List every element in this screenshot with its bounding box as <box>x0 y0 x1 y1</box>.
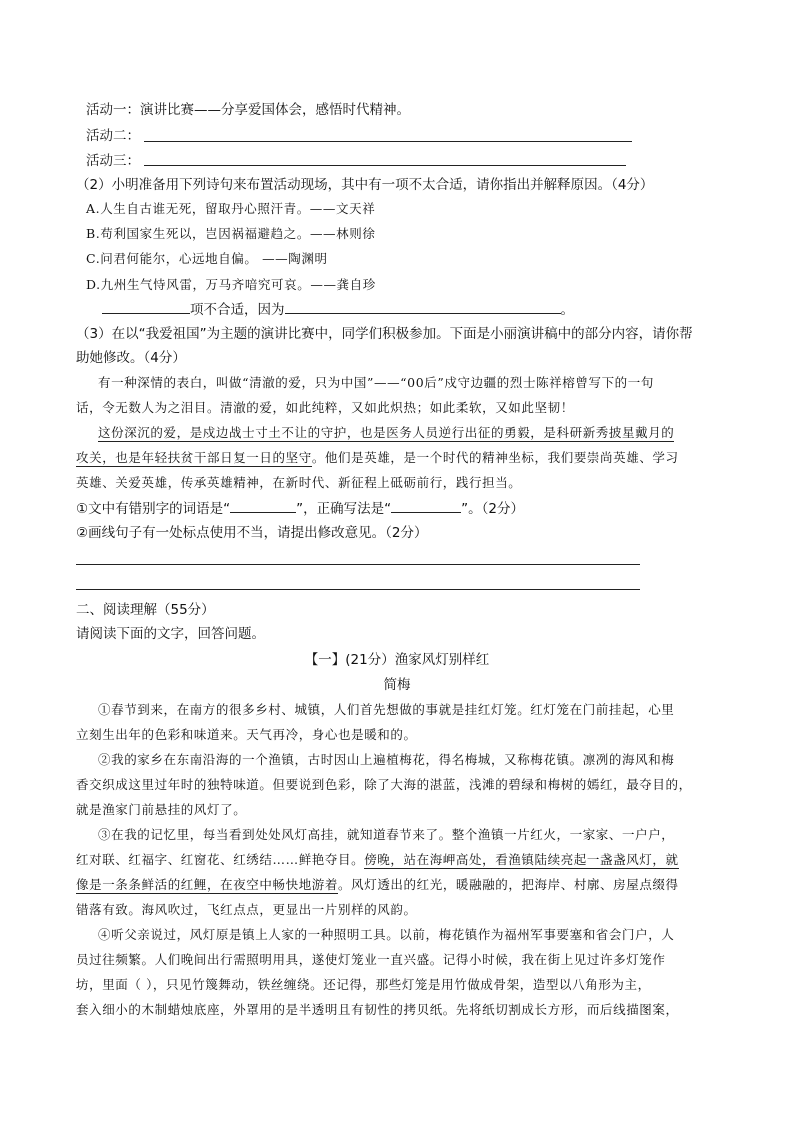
q2-option-c: C.问君何能尔，心远地自偏。 ——陶渊明 <box>86 251 328 266</box>
activity-1: 活动一：演讲比赛——分享爱国体会，感悟时代精神。 <box>86 102 410 118</box>
q3-passage-p2-line-3: 英雄、关爱英雄，传承英雄精神，在新时代、新征程上砥砺前行，践行担当。 <box>76 475 522 490</box>
article-p1-line-2: 立刻生出年的色彩和味道来。天气再冷，身心也是暖和的。 <box>76 727 417 742</box>
reading-instruction: 请阅读下面的文字，回答问题。 <box>76 626 265 642</box>
article-p1-line-1: ①春节到来，在南方的很多乡村、城镇，人们首先想做的事就是挂红灯笼。红灯笼在门前挂起，心里 <box>98 702 675 717</box>
q2-answer-blank-reason[interactable] <box>285 299 561 314</box>
q3-passage-p1-line-1: 有一种深情的表白，叫做“清澈的爱，只为中国”——“00后”戍守边疆的烈士陈祥榕曾写下的一句 <box>98 375 654 390</box>
article-p4-line-4: 套入细小的木制蜡烛底座，外罩用的是半透明且有韧性的拷贝纸。先将纸切割成长方形，而后线描图案， <box>76 1002 679 1017</box>
q3-sub2: ②画线句子有一处标点使用不当，请提出修改意见。（2分） <box>76 525 428 541</box>
q3-sub1-suffix: ”。（2分） <box>461 501 524 517</box>
article-p3-line-3-rest: 。风灯透出的红光，暖融融的，把海岸、村廓、房屋点缀得 <box>338 877 679 892</box>
q2-answer-mid: 项不合适，因为 <box>190 302 285 318</box>
q3-sub2-answer-line-1[interactable] <box>76 564 640 565</box>
article-p3-line-4: 错落有致。海风吹过，飞红点点，更显出一片别样的风韵。 <box>76 902 417 917</box>
q3-prompt-line-1: （3）在以“我爱祖国”为主题的演讲比赛中，同学们积极参加。下面是小丽演讲稿中的部分内容，请你帮 <box>76 326 693 342</box>
activity-3-label: 活动三： <box>86 153 140 169</box>
activity-3-answer-line[interactable] <box>144 165 626 166</box>
article-p2-line-1: ②我的家乡在东南沿海的一个渔镇，古时因山上遍植梅花，得名梅城，又称梅花镇。凛冽的海风和梅 <box>98 752 675 767</box>
q3-passage-p2-line-2 <box>76 448 679 468</box>
section-heading: 二、阅读理解（55分） <box>76 602 215 618</box>
article-underlined-sentence-part-2: 像是一条条鲜活的红鲤，在夜空中畅快地游着 <box>76 877 339 892</box>
article-p3-line-2-start: 红对联、红福字、红窗花、红绣结……鲜艳夺目。 <box>76 852 365 867</box>
q2-prompt: （2）小明准备用下列诗句来布置活动现场，其中有一项不太合适，请你指出并解释原因。（4分） <box>76 177 654 193</box>
article-author: 简梅 <box>383 677 411 693</box>
q3-prompt-line-2: 助她修改。（4分） <box>76 350 186 366</box>
article-title: 【一】(21分）渔家风灯别样红 <box>304 652 490 668</box>
q3-passage-p2-line-1 <box>98 423 674 443</box>
q3-passage-p2-line-2-rest: 。他们是英雄，是一个时代的精神坐标，我们要崇尚英雄、学习 <box>311 450 679 465</box>
q3-underlined-sentence-part-1: 这份深沉的爱，是戍边战士寸土不让的守护，也是医务人员逆行出征的勇毅，是科研新秀披星戴月的 <box>98 425 675 440</box>
q2-answer-end: 。 <box>560 302 574 318</box>
article-p2-line-3: 就是渔家门前悬挂的风灯了。 <box>76 802 247 817</box>
q3-sub2-answer-line-2[interactable] <box>76 589 640 590</box>
article-p4-line-2: 员过往频繁。人们晚间出行需照明用具，遂使灯笼业一直兴盛。记得小时候，我在街上见过许多灯笼作 <box>76 952 666 967</box>
q2-option-d: D.九州生气恃风雷，万马齐喑究可哀。——龚自珍 <box>86 277 376 292</box>
q2-option-a: A.人生自古谁无死，留取丹心照汗青。——文天祥 <box>86 201 376 216</box>
q2-option-b: B.苟利国家生死以，岂因祸福避趋之。——林则徐 <box>86 226 376 241</box>
article-p4-line-1: ④听父亲说过，风灯原是镇上人家的一种照明工具。以前，梅花镇作为福州军事要塞和省会门户，人 <box>98 927 675 942</box>
q3-sub1-blank-correct[interactable] <box>391 498 461 513</box>
activity-2-label: 活动二： <box>86 128 140 144</box>
q3-sub1 <box>76 498 524 519</box>
article-underlined-sentence-part-1: 傍晚，站在海岬高处，看渔镇陆续亮起一盏盏风灯，就 <box>364 852 679 867</box>
article-p4-line-3: 坊，里面（ ），只见竹篾舞动，铁丝缠绕。还记得，那些灯笼是用竹做成骨架，造型以八角形为主， <box>76 977 651 992</box>
activity-2-answer-line[interactable] <box>144 141 632 142</box>
q3-sub1-blank-wrong[interactable] <box>230 498 296 513</box>
q3-passage-p1-line-2: 话，令无数人为之泪目。清澈的爱，如此纯粹，又如此炽热；如此柔软，又如此坚韧！ <box>76 400 574 415</box>
article-p3-line-1: ③在我的记忆里，每当看到处处风灯高挂，就知道春节来了。整个渔镇一片红火，一家家、一户户， <box>98 827 675 842</box>
q3-sub1-prefix: ①文中有错别字的词语是“ <box>76 501 231 517</box>
q3-sub1-mid: ”，正确写法是“ <box>296 501 392 517</box>
article-p2-line-2: 香交织成这里过年时的独特味道。但要说到色彩，除了大海的湛蓝，浅滩的碧绿和梅树的嫣红，最夺目的， <box>76 777 692 792</box>
article-p3-line-2 <box>76 850 679 870</box>
article-p3-line-3 <box>76 875 679 895</box>
q3-underlined-sentence-part-2: 攻关，也是年轻扶贫干部日复一日的坚守 <box>76 450 312 465</box>
q2-answer-blank-option[interactable] <box>102 299 190 314</box>
q2-answer-row <box>102 299 574 320</box>
